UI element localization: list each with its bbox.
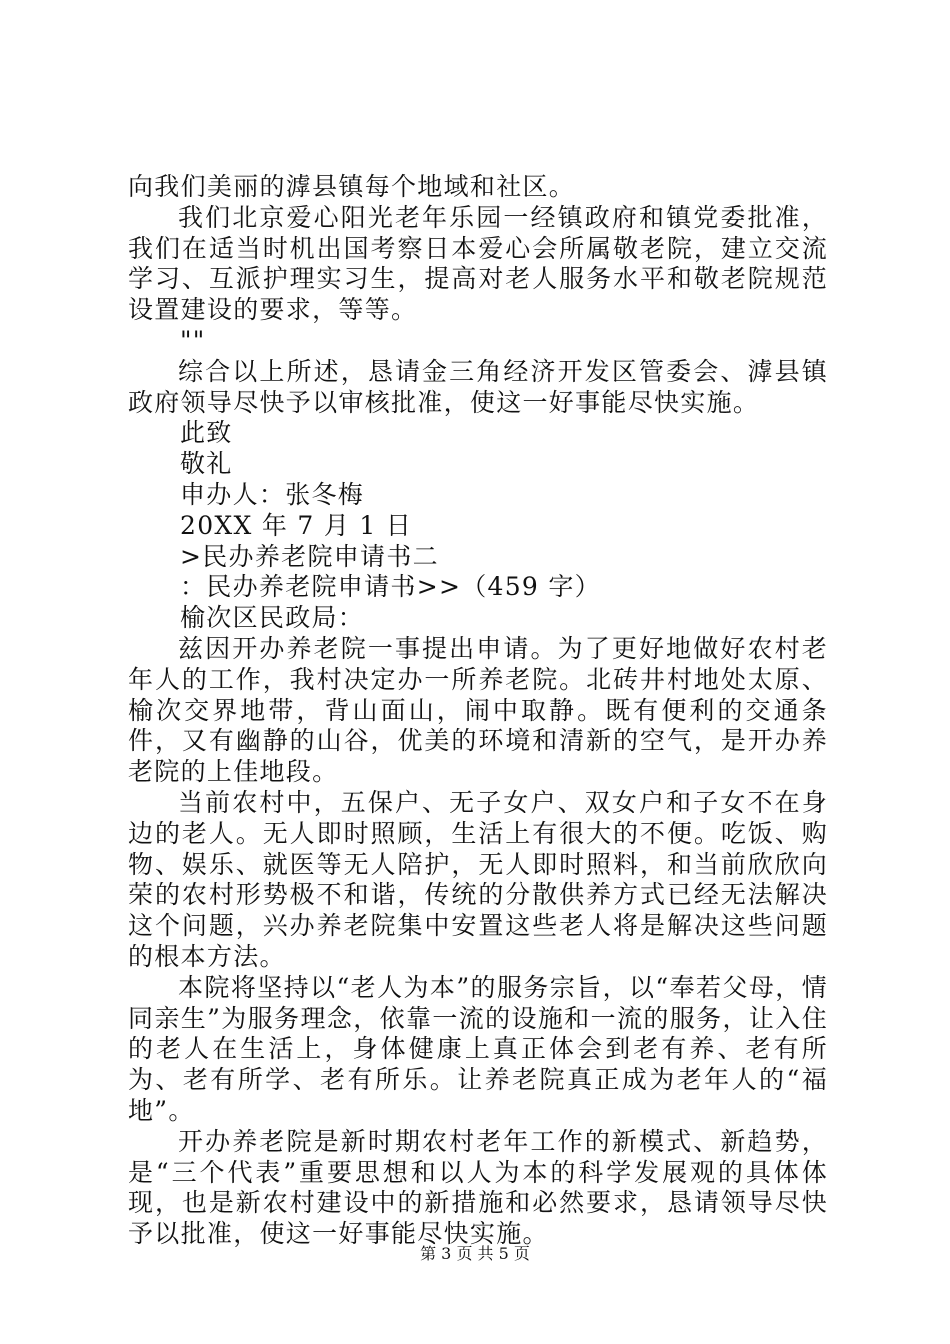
- paragraph: 兹因开办养老院一事提出申请。为了更好地做好农村老年人的工作，我村决定办一所养老院。北砖井村地处太原、榆次交界地带，背山面山，闹中取静。既有便利的交通条件，又有幽静的山谷，优美的环境和清新的空气，是开办养老院的上佳地段。: [128, 633, 828, 787]
- addressee-line: 榆次区民政局：: [180, 603, 365, 633]
- section-subtitle: ：民办养老院申请书>>（459 字）: [180, 572, 601, 602]
- page-footer: [0, 1244, 950, 1264]
- section-title: >民办养老院申请书二: [180, 541, 439, 571]
- paragraph: 当前农村中，五保户、无子女户、双女户和子女不在身边的老人。无人即时照顾，生活上有很大的不便。吃饭、购物、娱乐、就医等无人陪护，无人即时照料，和当前欣欣向荣的农村形势极不和谐，传统的分散供养方式已经无法解决这个问题，兴办养老院集中安置这些老人将是解决这些问题的根本方法。: [128, 787, 828, 971]
- paragraph: 我们北京爱心阳光老年乐园一经镇政府和镇党委批准，我们在适当时机出国考察日本爱心会所属敬老院，建立交流学习、互派护理实习生，提高对老人服务水平和敬老院规范设置建设的要求，等等。: [128, 202, 828, 325]
- paragraph: 向我们美丽的滹县镇每个地域和社区。: [128, 172, 576, 201]
- date-line: 20XX 年 7 月 1 日: [180, 510, 413, 540]
- salutation-line: 敬礼: [180, 449, 233, 479]
- page-number: 第 3 页 共 5 页: [420, 1244, 530, 1263]
- paragraph: 开办养老院是新时期农村老年工作的新模式、新趋势，是“三个代表”重要思想和以人为本的科学发展观的具体体现，也是新农村建设中的新措施和必然要求，恳请领导尽快予以批准，使这一好事能尽快实施。: [128, 1126, 828, 1249]
- document-body: [128, 172, 828, 1250]
- closing-line: 此致: [180, 418, 233, 448]
- paragraph: 综合以上所述，恳请金三角经济开发区管委会、滹县镇政府领导尽快予以审核批准，使这一好事能尽快实施。: [128, 356, 828, 417]
- paragraph: 本院将坚持以“老人为本”的服务宗旨，以“奉若父母，情同亲生”为服务理念，依靠一流的设施和一流的服务，让入住的老人在生活上，身体健康上真正体会到老有养、老有所为、老有所学、老有所乐。让养老院真正成为老年人的“福地”。: [128, 972, 828, 1125]
- applicant-line: 申办人：张冬梅: [180, 479, 365, 509]
- quote-marks-line: "": [180, 325, 206, 355]
